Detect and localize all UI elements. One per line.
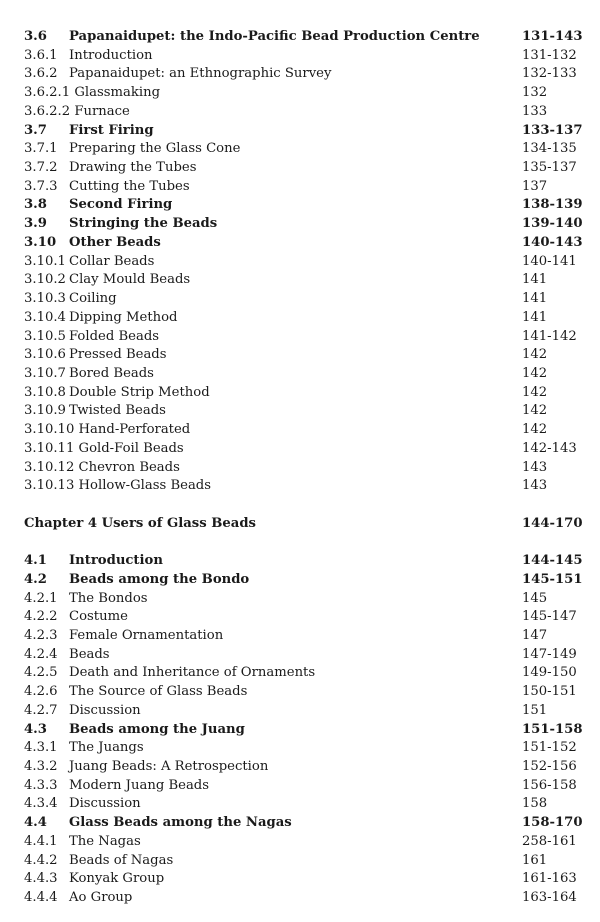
- toc-entry-title: Pressed Beads: [69, 347, 167, 363]
- toc-entry-title: The Bondos: [69, 590, 148, 606]
- toc-entry: [24, 889, 584, 908]
- toc-entry-title: Papanaidupet: an Ethnographic Survey: [69, 66, 332, 82]
- toc-entry-pages: 142: [522, 384, 548, 400]
- toc-entry-title: Beads among the Bondo: [69, 571, 250, 587]
- toc-entry-pages: 131-143: [522, 29, 583, 44]
- toc-entry-number: 3.10.6: [24, 347, 66, 363]
- toc-entry: [24, 590, 584, 609]
- toc-entry-pages: 161-163: [522, 871, 577, 887]
- toc-entry-pages: 134-135: [522, 141, 577, 157]
- toc-entry-number: 4.2: [24, 571, 47, 587]
- toc-entry-title: Collar Beads: [69, 253, 155, 269]
- toc-entry-title: Beads among the Juang: [69, 721, 245, 737]
- toc-entry: [24, 627, 584, 646]
- toc-entry-pages: 142: [522, 422, 548, 438]
- toc-entry-pages: 133-137: [522, 122, 583, 138]
- toc-entry: [24, 65, 584, 84]
- chapter-title: Chapter 4 Users of Glass Beads: [24, 515, 256, 531]
- toc-entry: [24, 28, 584, 47]
- toc-entry-pages: 132: [522, 85, 548, 101]
- toc-entry-text: [24, 477, 211, 496]
- toc-entry-number: 3.10.8: [24, 384, 66, 400]
- toc-entry-number: 4.4.3: [24, 871, 58, 887]
- toc-entry-text: [24, 84, 160, 103]
- toc-entry-number: 3.10.10: [24, 422, 75, 438]
- toc-entry-text: [24, 103, 130, 122]
- toc-entry-pages: 151-158: [522, 721, 583, 737]
- toc-entry-title: Beads: [69, 646, 110, 662]
- toc-entry-pages: 142: [522, 403, 548, 419]
- toc-entry-title: Folded Beads: [69, 328, 160, 344]
- toc-entry: [24, 683, 584, 702]
- toc-entry-number: 3.6.2.1: [24, 85, 71, 101]
- toc-entry: [24, 271, 584, 290]
- toc-entry: [24, 196, 584, 215]
- toc-entry: [24, 365, 584, 384]
- toc-entry-text: [24, 421, 190, 440]
- toc-entry-pages: 142: [522, 347, 548, 363]
- toc-entry: [24, 253, 584, 272]
- toc-entry-pages: 147-149: [522, 646, 577, 662]
- toc-entry-pages: 135-137: [522, 160, 577, 176]
- toc-entry-title: Stringing the Beads: [69, 216, 218, 232]
- toc-entry-title: Glassmaking: [74, 85, 161, 101]
- toc-entry-pages: 152-156: [522, 759, 577, 775]
- toc-entry-number: 3.7.2: [24, 160, 58, 176]
- toc-entry: [24, 795, 584, 814]
- toc-entry: [24, 215, 584, 234]
- toc-entry: [24, 739, 584, 758]
- toc-entry-title: Juang Beads: A Retrospection: [69, 759, 269, 775]
- spacer: [24, 496, 584, 515]
- toc-entry-title: Discussion: [69, 796, 141, 812]
- toc-entry-pages: 156-158: [522, 777, 577, 793]
- toc-entry-title: Discussion: [69, 702, 141, 718]
- toc-entry-pages: 151: [522, 702, 548, 718]
- toc-entry-title: Chevron Beads: [78, 459, 180, 475]
- toc-entry-number: 3.10.5: [24, 328, 66, 344]
- toc-entry: [24, 608, 584, 627]
- toc-entry-number: 4.4.1: [24, 833, 58, 849]
- toc-entry: [24, 646, 584, 665]
- toc-entry: [24, 159, 584, 178]
- toc-entry: [24, 571, 584, 590]
- toc-entry: [24, 721, 584, 740]
- toc-entry-title: Clay Mould Beads: [69, 272, 191, 288]
- toc-entry: [24, 84, 584, 103]
- toc-entry: [24, 309, 584, 328]
- toc-entry: [24, 103, 584, 122]
- toc-entry-number: 4.4: [24, 815, 47, 831]
- toc-entry-title: Female Ornamentation: [69, 628, 224, 643]
- toc-entry-text: [24, 440, 184, 459]
- toc-entry-title: The Juangs: [69, 740, 144, 756]
- toc-entry-pages: 145: [522, 590, 548, 606]
- toc-entry-pages: 151-152: [522, 740, 577, 756]
- toc-entry-title: The Source of Glass Beads: [69, 684, 248, 700]
- toc-entry-number: 4.2.3: [24, 628, 58, 643]
- toc-entry: [24, 178, 584, 197]
- toc-entry: [24, 402, 584, 421]
- toc-entry-pages: 145-151: [522, 571, 583, 587]
- toc-entry-number: 3.6.2.2: [24, 103, 71, 119]
- toc-entry: [24, 140, 584, 159]
- toc-entry: [24, 47, 584, 66]
- toc-entry-title: Introduction: [69, 553, 163, 569]
- toc-entry-title: Dipping Method: [69, 309, 178, 325]
- toc-entry-number: 4.3.2: [24, 759, 58, 775]
- toc-entry: [24, 328, 584, 347]
- toc-entry-title: Introduction: [69, 47, 153, 63]
- toc-entry-number: 4.4.2: [24, 852, 58, 868]
- toc-entry-pages: 141: [522, 309, 548, 325]
- toc-entry: [24, 758, 584, 777]
- toc-entry-number: 4.2.2: [24, 609, 58, 625]
- toc-entry-number: 4.2.4: [24, 646, 58, 662]
- toc-entry: [24, 440, 584, 459]
- toc-entry: [24, 852, 584, 871]
- toc-entry-number: 4.3.3: [24, 777, 58, 793]
- toc-entry-pages: 141: [522, 291, 548, 307]
- toc-entry-number: 3.10.12: [24, 459, 75, 475]
- toc-entry-title: Costume: [69, 609, 128, 625]
- toc-entry: [24, 477, 584, 496]
- toc-entry: [24, 870, 584, 889]
- toc-entry-title: Beads of Nagas: [69, 852, 174, 868]
- toc-entry: [24, 702, 584, 721]
- toc-entry-title: Hollow-Glass Beads: [78, 478, 212, 494]
- toc-entry-title: Glass Beads among the Nagas: [69, 815, 292, 831]
- toc-entry-title: Drawing the Tubes: [69, 160, 197, 176]
- toc-entry-pages: 143: [522, 459, 548, 475]
- toc-entry-title: Cutting the Tubes: [69, 178, 190, 194]
- toc-entry: [24, 234, 584, 253]
- toc-entry-pages: 140-141: [522, 253, 577, 269]
- toc-entry: [24, 552, 584, 571]
- toc-entry: [24, 346, 584, 365]
- toc-entry: [24, 122, 584, 141]
- toc-entry-number: 3.10.2: [24, 272, 66, 288]
- toc-section-4: [24, 552, 584, 908]
- toc-entry-pages: 258-161: [522, 833, 577, 849]
- chapter-heading: [24, 515, 584, 534]
- toc-entry-title: Papanaidupet: the Indo-Pacific Bead Production Centre: [69, 29, 480, 44]
- toc-entry-pages: 142: [522, 365, 548, 381]
- toc-entry-title: First Firing: [69, 122, 154, 138]
- table-of-contents: [24, 28, 584, 908]
- toc-entry-number: 4.2.6: [24, 684, 58, 700]
- toc-entry: [24, 421, 584, 440]
- toc-entry: [24, 777, 584, 796]
- toc-entry-title: Preparing the Glass Cone: [69, 141, 241, 157]
- toc-entry: [24, 290, 584, 309]
- toc-entry: [24, 814, 584, 833]
- toc-entry: [24, 459, 584, 478]
- toc-entry-pages: 144-145: [522, 553, 583, 569]
- toc-entry-pages: 150-151: [522, 684, 577, 700]
- toc-entry-pages: 131-132: [522, 47, 577, 63]
- toc-entry-pages: 163-164: [522, 890, 577, 906]
- chapter-pages: 144-170: [522, 515, 583, 531]
- toc-entry-text: [24, 459, 180, 478]
- toc-entry-number: 3.10.7: [24, 365, 66, 381]
- toc-entry-pages: 161: [522, 852, 548, 868]
- toc-entry-pages: 149-150: [522, 665, 577, 681]
- toc-entry-number: 3.10.3: [24, 291, 66, 307]
- toc-entry-pages: 158: [522, 796, 548, 812]
- toc-entry-pages: 140-143: [522, 234, 583, 250]
- spacer: [24, 533, 584, 552]
- toc-entry-title: Furnace: [74, 103, 130, 119]
- toc-entry-pages: 132-133: [522, 66, 577, 82]
- toc-entry-pages: 139-140: [522, 216, 583, 232]
- toc-entry-pages: 138-139: [522, 197, 583, 213]
- toc-entry-number: 4.2.5: [24, 665, 58, 681]
- toc-entry-number: 4.1: [24, 553, 47, 569]
- toc-entry-number: 4.3: [24, 721, 47, 737]
- toc-entry-number: 3.7.3: [24, 178, 58, 194]
- toc-entry-pages: 158-170: [522, 815, 583, 831]
- toc-entry: [24, 384, 584, 403]
- toc-entry-number: 3.8: [24, 197, 47, 213]
- toc-entry-title: Bored Beads: [69, 365, 154, 381]
- toc-entry-pages: 147: [522, 628, 548, 643]
- toc-entry-title: Other Beads: [69, 234, 161, 250]
- toc-entry-title: Death and Inheritance of Ornaments: [69, 665, 316, 681]
- toc-entry-title: Second Firing: [69, 197, 173, 213]
- toc-entry-number: 3.10.4: [24, 309, 66, 325]
- toc-entry-pages: 142-143: [522, 440, 577, 456]
- toc-entry-title: Twisted Beads: [69, 403, 166, 419]
- toc-entry-number: 3.6.1: [24, 47, 58, 63]
- toc-entry-number: 3.10: [24, 234, 57, 250]
- toc-entry-pages: 137: [522, 178, 548, 194]
- toc-entry-number: 4.3.1: [24, 740, 58, 756]
- toc-entry-title: Modern Juang Beads: [69, 777, 210, 793]
- toc-entry-number: 3.6: [24, 29, 47, 44]
- toc-entry-title: Ao Group: [69, 890, 133, 906]
- toc-entry-title: Hand-Perforated: [78, 422, 191, 438]
- toc-entry-number: 3.10.1: [24, 253, 66, 269]
- toc-entry-number: 3.7.1: [24, 141, 58, 157]
- toc-entry-pages: 145-147: [522, 609, 577, 625]
- toc-entry-number: 3.7: [24, 122, 47, 138]
- toc-entry-pages: 141-142: [522, 328, 577, 344]
- toc-entry-number: 4.3.4: [24, 796, 58, 812]
- toc-entry-number: 4.2.1: [24, 590, 58, 606]
- toc-entry: [24, 833, 584, 852]
- toc-entry-number: 4.2.7: [24, 702, 58, 718]
- toc-entry-title: Double Strip Method: [69, 384, 210, 400]
- toc-entry-pages: 133: [522, 103, 548, 119]
- toc-entry-title: Konyak Group: [69, 871, 165, 887]
- toc-entry-number: 3.10.9: [24, 403, 66, 419]
- toc-entry-title: The Nagas: [69, 833, 141, 849]
- toc-entry-title: Coiling: [69, 291, 117, 307]
- toc-entry-pages: 141: [522, 272, 548, 288]
- toc-entry-number: 3.10.11: [24, 440, 75, 456]
- toc-entry-number: 3.10.13: [24, 478, 75, 494]
- toc-section-3: [24, 28, 584, 496]
- toc-entry-title: Gold-Foil Beads: [78, 440, 184, 456]
- toc-entry-number: 3.9: [24, 216, 47, 232]
- toc-entry: [24, 664, 584, 683]
- toc-entry-number: 3.6.2: [24, 66, 58, 82]
- toc-entry-number: 4.4.4: [24, 890, 58, 906]
- toc-entry-pages: 143: [522, 478, 548, 494]
